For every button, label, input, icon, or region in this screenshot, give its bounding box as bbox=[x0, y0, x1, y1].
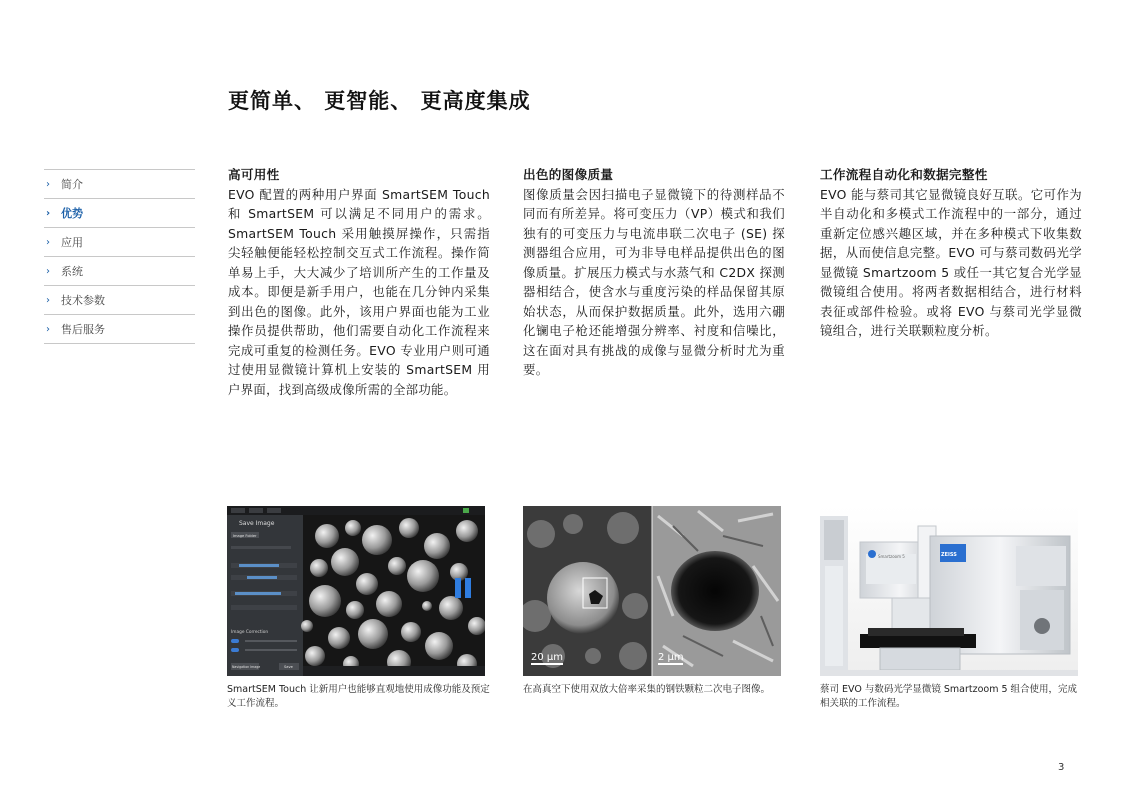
nav-item-label: 简介 bbox=[61, 178, 83, 191]
nav-item-label: 售后服务 bbox=[61, 323, 105, 336]
section-nav bbox=[44, 169, 195, 344]
column-body: EVO 配置的两种用户界面 SmartSEM Touch 和 SmartSEM 可以满足不同用户的需求。SmartSEM Touch 采用触摸屏操作，只需指尖轻触便能轻松控制交互式工作流程。操作简单易上手，大大减少了培训所产生的工作量及成本。即便是新手用户，也能在几分钟内采集到出色的图像。此外，该用户界面也能为工业操作员提供帮助，他们需要自动化工作流程来完成可重复的检测任务。EVO 专业用户则可通过使用显微镜计算机上安装的 SmartSEM 用户界面，找到高级成像所需的全部功能。 bbox=[228, 186, 490, 397]
chevron-right-icon: › bbox=[46, 294, 50, 306]
scale-bar-left: 20 μm bbox=[531, 652, 564, 663]
page-number: 3 bbox=[1058, 762, 1065, 773]
ui-folder-button: Image Folder bbox=[233, 534, 257, 538]
sem-particle-image bbox=[523, 506, 781, 676]
chevron-right-icon: › bbox=[46, 323, 50, 335]
nav-item-system[interactable] bbox=[44, 257, 195, 286]
chevron-right-icon: › bbox=[46, 207, 51, 219]
nav-item-applications[interactable] bbox=[44, 228, 195, 257]
ui-navigation-button: Navigation Image bbox=[232, 665, 261, 669]
nav-item-label: 技术参数 bbox=[61, 294, 105, 307]
ui-panel-title: Save Image bbox=[239, 520, 275, 527]
ui-save-button: Save bbox=[284, 665, 293, 669]
column-heading: 高可用性 bbox=[228, 167, 280, 182]
column-body: 图像质量会因扫描电子显微镜下的待测样品不同而有所差异。将可变压力（VP）模式和我们独有的可变压力与电流串联二次电子 (SE) 探测器组合应用，可为非导电样品提供出色的图像质量。扩展压力模式与水蒸气和 C2DX 探测器相结合，使含水与重度污染的样品保留其原始状态，从而保护数据质量。此外，选用六硼化镧电子枪还能增强分辨率、衬度和信噪比，这在面对具有挑战的成像与显微分析时尤为重要。 bbox=[523, 186, 785, 377]
caption-sem: 在高真空下使用双放大倍率采集的钢铁颗粒二次电子图像。 bbox=[523, 684, 771, 695]
column-image-quality bbox=[523, 165, 785, 380]
column-workflow bbox=[820, 165, 1082, 341]
column-usability bbox=[228, 165, 490, 399]
nav-item-advantages[interactable] bbox=[44, 199, 195, 228]
nav-item-label: 优势 bbox=[61, 207, 83, 220]
svg-text:Smartzoom 5: Smartzoom 5 bbox=[878, 554, 905, 559]
nav-item-specs[interactable] bbox=[44, 286, 195, 315]
caption-smartsem: SmartSEM Touch 让新用户也能够直观地使用成像功能及预定义工作流程。 bbox=[227, 684, 490, 709]
nav-item-service[interactable] bbox=[44, 315, 195, 344]
chevron-right-icon: › bbox=[46, 178, 50, 190]
ui-section-label: Image Correction bbox=[231, 630, 269, 635]
smartsem-touch-screenshot bbox=[227, 506, 485, 676]
chevron-right-icon: › bbox=[46, 236, 50, 248]
column-body: EVO 能与蔡司其它显微镜良好互联。它可作为半自动化和多模式工作流程中的一部分，通过重新定位感兴趣区域，并在多种模式下收集数据，从而使信息完整。EVO 可与蔡司数码光学显微镜 Smartzoom 5 或任一其它复合光学显微镜组合使用。将两者数据相结合，进行材料表征或部件检验。或将 EVO 与蔡司光学显微镜组合，进行关联颗粒度分析。 bbox=[820, 186, 1082, 338]
microscope-photo bbox=[820, 506, 1078, 676]
zeiss-logo: ZEISS bbox=[941, 552, 957, 558]
column-heading: 出色的图像质量 bbox=[523, 167, 614, 182]
scale-bar-right: 2 μm bbox=[658, 652, 684, 663]
page-title: 更简单、 更智能、 更高度集成 bbox=[228, 89, 531, 113]
column-heading: 工作流程自动化和数据完整性 bbox=[820, 167, 988, 182]
nav-item-label: 系统 bbox=[61, 265, 83, 278]
nav-item-label: 应用 bbox=[61, 236, 83, 249]
chevron-right-icon: › bbox=[46, 265, 50, 277]
caption-microscope: 蔡司 EVO 与数码光学显微镜 Smartzoom 5 组合使用，完成相关联的工作流程。 bbox=[820, 684, 1078, 709]
nav-item-intro[interactable] bbox=[44, 170, 195, 199]
